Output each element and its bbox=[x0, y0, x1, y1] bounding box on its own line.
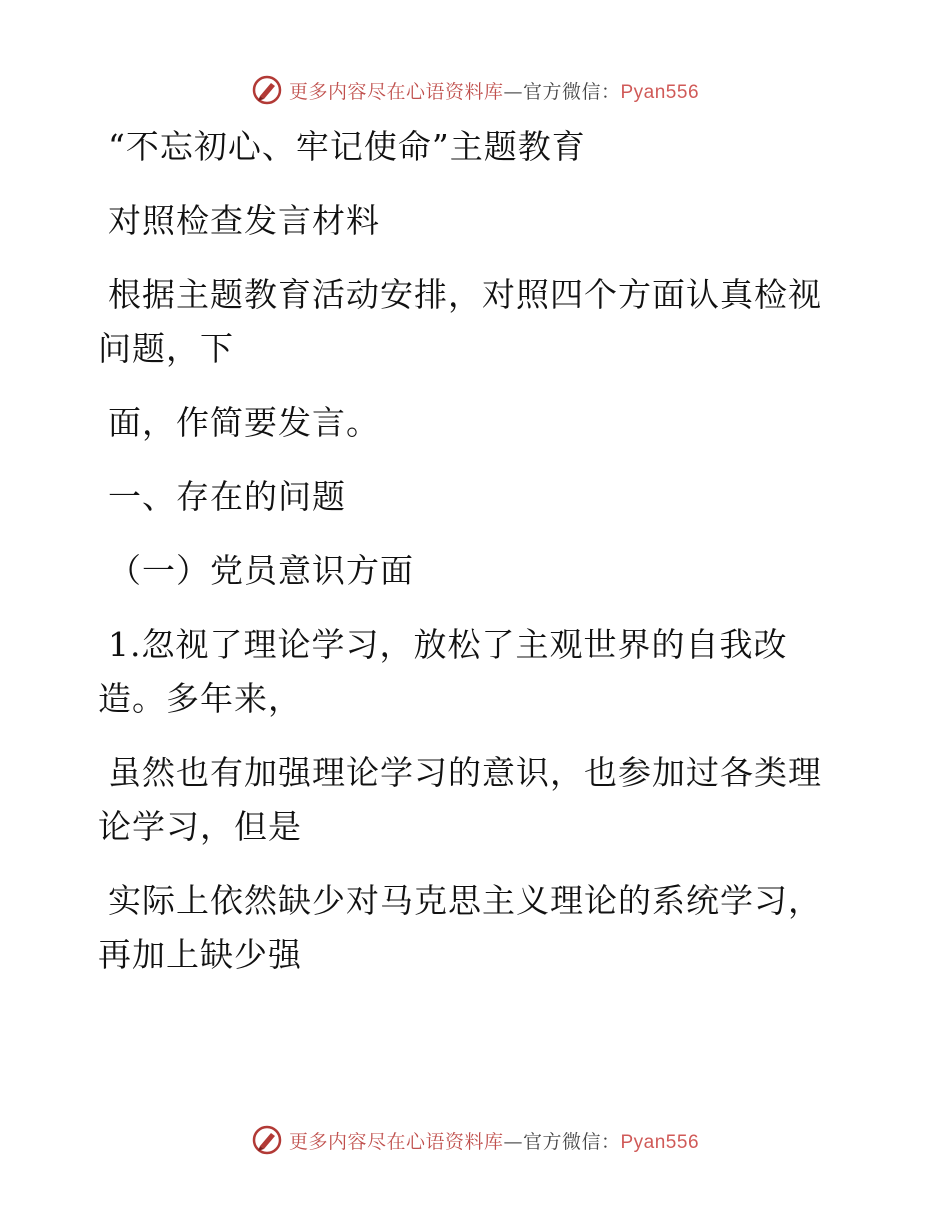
paragraph-line: 面，作简要发言。 bbox=[108, 403, 380, 442]
paragraph-5 bbox=[98, 874, 838, 982]
banner-content bbox=[251, 74, 699, 106]
footer-banner bbox=[0, 1120, 950, 1160]
banner-dash: — bbox=[503, 80, 523, 103]
banner-wechat-id: Pyan556 bbox=[620, 1131, 700, 1153]
title-line-1: “不忘初心、牢记使命”主题教育 bbox=[108, 127, 586, 166]
paragraph-1 bbox=[98, 268, 838, 376]
paragraph-line: 实际上依然缺少对马克思主义理论的系统学习， bbox=[108, 881, 822, 920]
paragraph-3 bbox=[98, 618, 838, 726]
paragraph-line: 论学习，但是 bbox=[98, 807, 302, 846]
banner-content bbox=[251, 1124, 699, 1156]
document-title bbox=[98, 120, 838, 174]
banner-prefix: 更多内容尽在心语资料库 bbox=[288, 80, 504, 103]
banner-text bbox=[289, 77, 699, 104]
banner-dash: — bbox=[503, 1130, 523, 1153]
paragraph-line: 根据主题教育活动安排，对照四个方面认真检视 bbox=[108, 275, 822, 314]
heading-line: （一）党员意识方面 bbox=[108, 551, 414, 590]
header-banner bbox=[0, 70, 950, 110]
banner-text bbox=[289, 1127, 699, 1154]
paragraph-line: 问题，下 bbox=[98, 329, 234, 368]
title-line-2: 对照检查发言材料 bbox=[108, 201, 380, 240]
document-subtitle bbox=[98, 194, 838, 248]
banner-wechat-id: Pyan556 bbox=[620, 81, 700, 103]
subsection-heading bbox=[98, 544, 838, 598]
heading-line: 一、存在的问题 bbox=[108, 477, 346, 516]
section-heading bbox=[98, 470, 838, 524]
paragraph-2 bbox=[98, 396, 838, 450]
banner-middle: 官方微信： bbox=[522, 80, 621, 103]
paragraph-line: 造。多年来， bbox=[98, 679, 302, 718]
document-body bbox=[98, 120, 838, 1002]
paragraph-line: 1.忽视了理论学习，放松了主观世界的自我改 bbox=[108, 625, 788, 664]
pen-logo-icon bbox=[251, 74, 283, 106]
banner-middle: 官方微信： bbox=[522, 1130, 621, 1153]
pen-logo-icon bbox=[251, 1124, 283, 1156]
banner-prefix: 更多内容尽在心语资料库 bbox=[288, 1130, 504, 1153]
paragraph-line: 虽然也有加强理论学习的意识，也参加过各类理 bbox=[108, 753, 822, 792]
paragraph-4 bbox=[98, 746, 838, 854]
paragraph-line: 再加上缺少强 bbox=[98, 935, 302, 974]
